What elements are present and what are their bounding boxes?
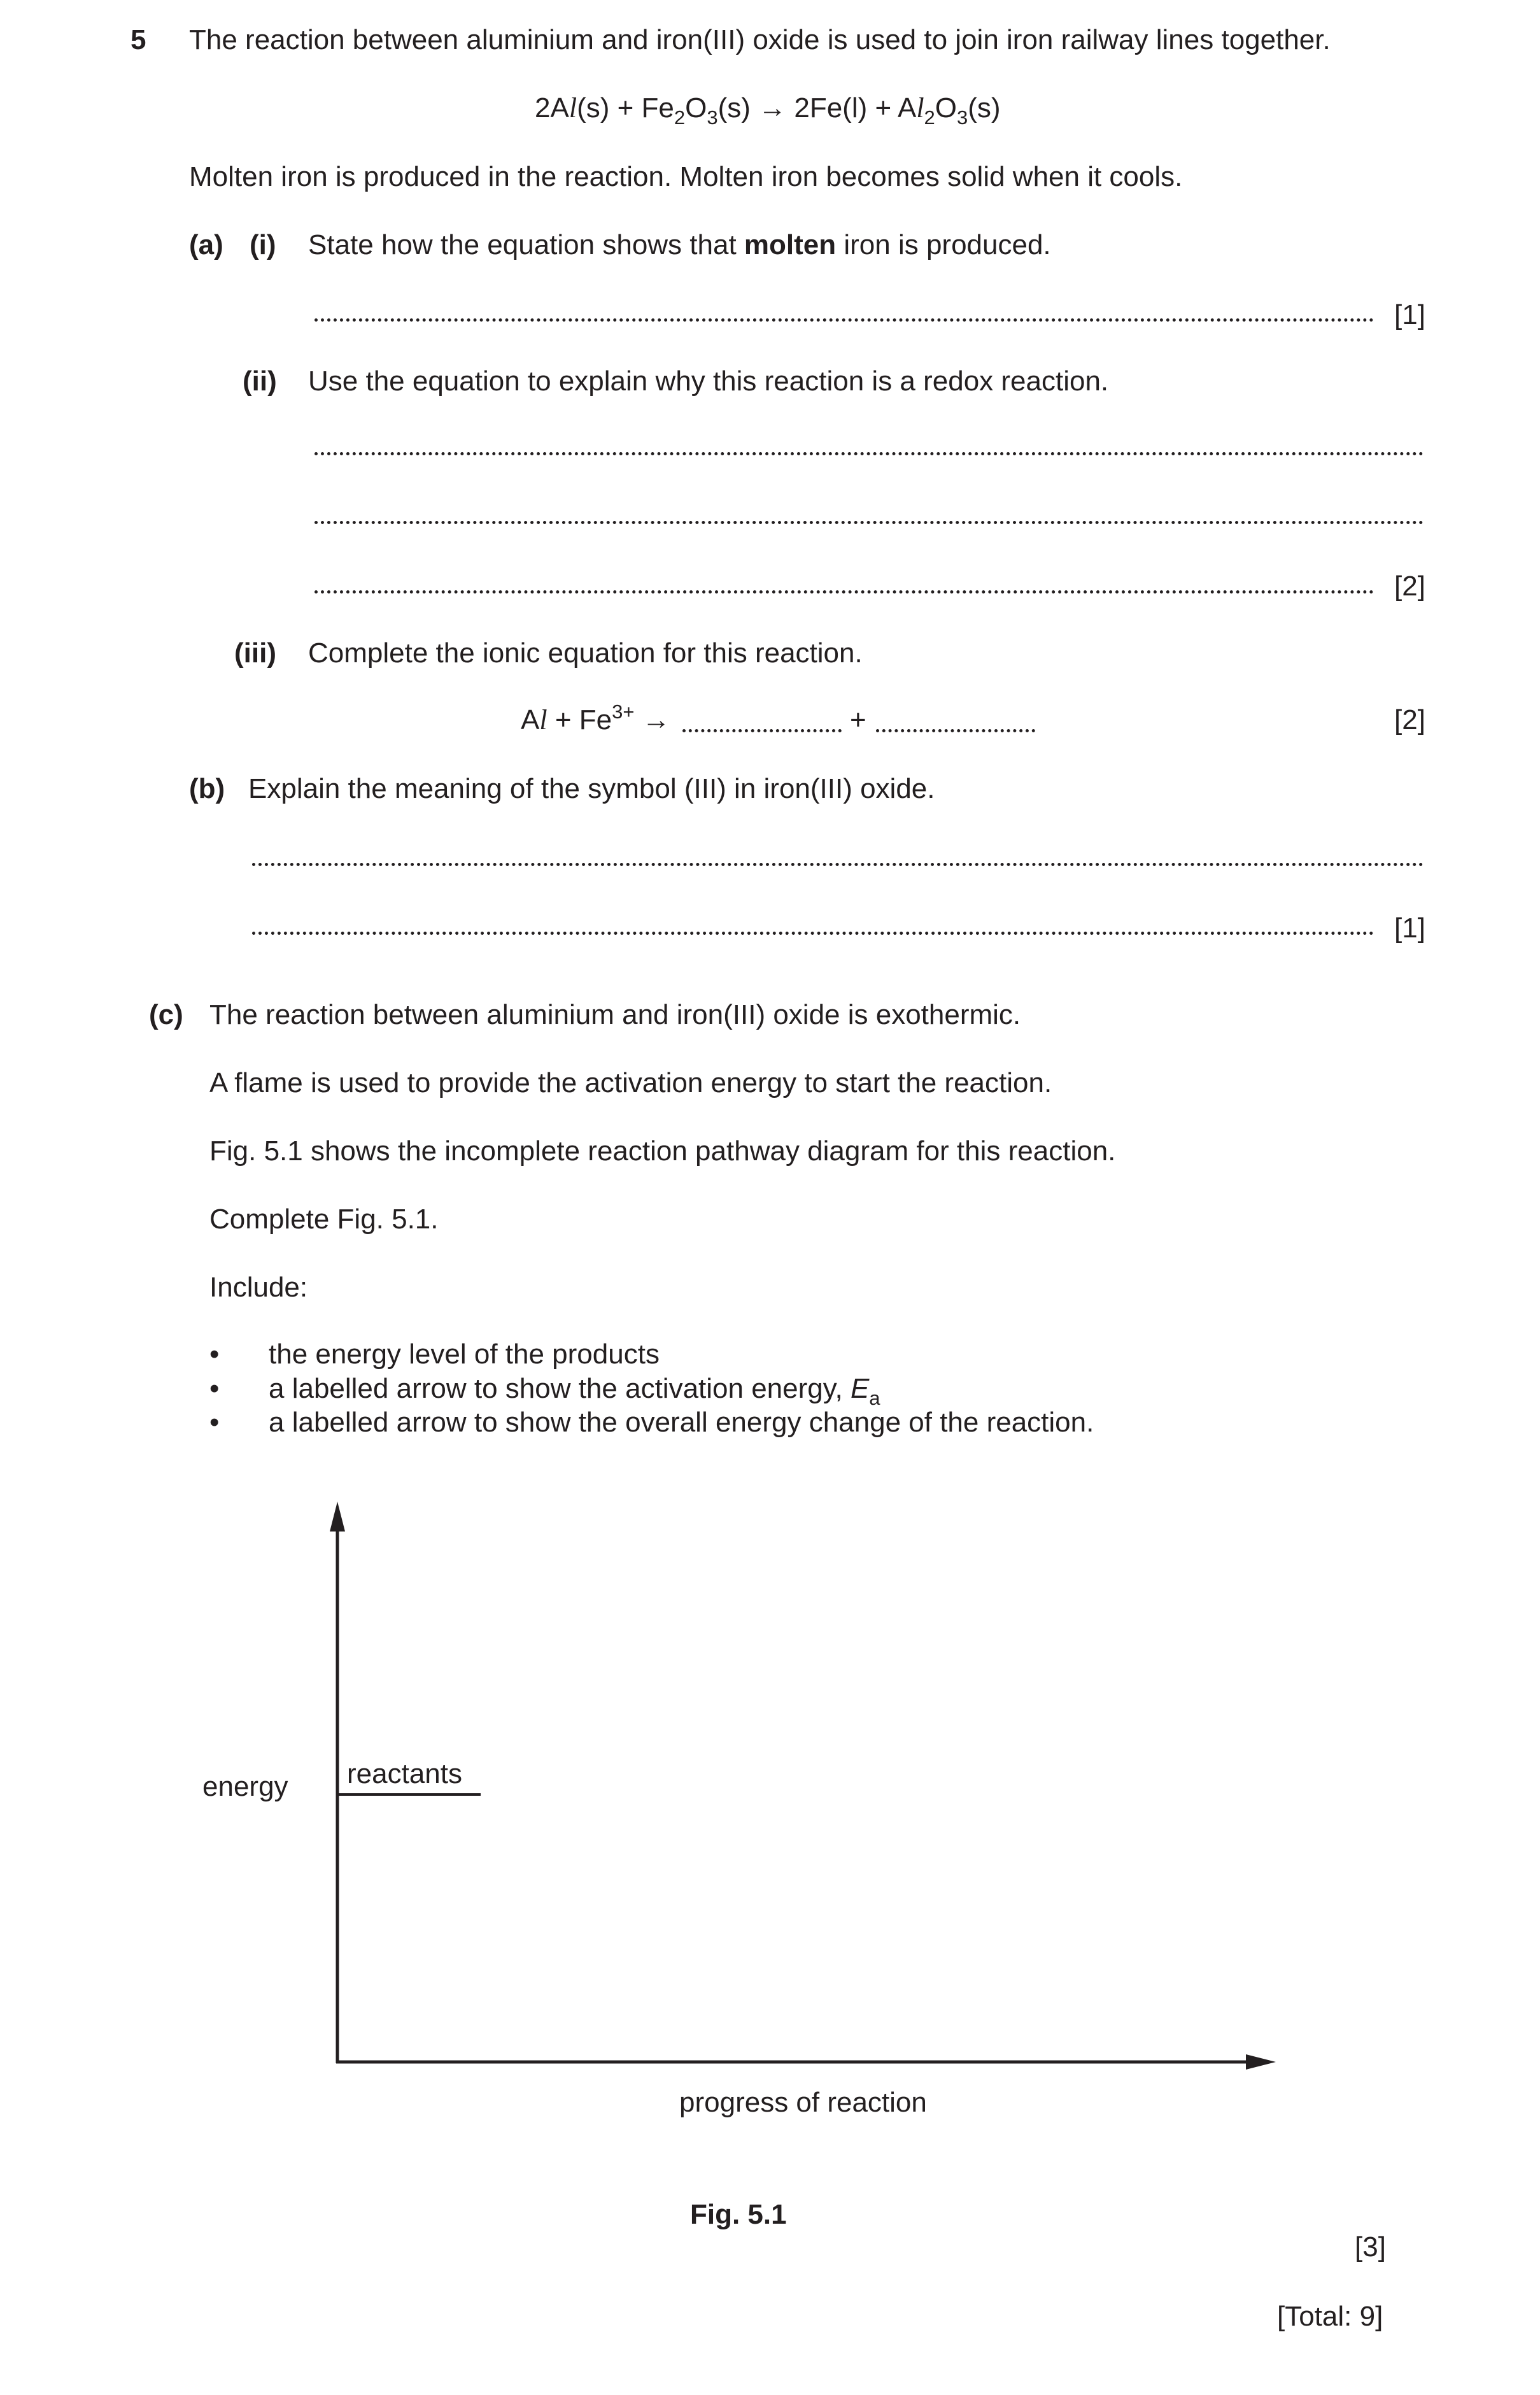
- part-c-label: (c): [149, 999, 183, 1030]
- part-a-iii-question: Complete the ionic equation for this reaction.: [308, 637, 863, 669]
- eq-subscript: 3: [957, 106, 968, 129]
- ionic-part: + Fe: [547, 704, 612, 736]
- part-a-ii-question: Use the equation to explain why this reaction is a redox reaction.: [308, 366, 1109, 397]
- x-axis-arrowhead: [1246, 2054, 1276, 2070]
- part-a-i-label: (i): [250, 229, 276, 260]
- eq-part: O: [935, 92, 957, 124]
- reactants-label: reactants: [347, 1758, 462, 1789]
- question-text-bold: molten: [744, 229, 837, 260]
- part-b-question: Explain the meaning of the symbol (III) in iron(III) oxide.: [248, 773, 935, 804]
- eq-part: O: [685, 92, 707, 124]
- ionic-italic-l: l: [539, 704, 547, 736]
- question-intro: The reaction between aluminium and iron(III) oxide is used to join iron railway lines together.: [189, 24, 1331, 55]
- bullet-marker: •: [209, 1407, 220, 1438]
- eq-part: (s) + Fe: [577, 92, 674, 124]
- ionic-superscript: 3+: [612, 700, 635, 723]
- part-c-line-2: A flame is used to provide the activation energy to start the reaction.: [209, 1067, 1052, 1098]
- part-c-line-5: Include:: [209, 1272, 308, 1303]
- part-c-line-3: Fig. 5.1 shows the incomplete reaction pathway diagram for this reaction.: [209, 1135, 1116, 1167]
- part-c-line-4: Complete Fig. 5.1.: [209, 1204, 439, 1235]
- bullet-item: a labelled arrow to show the overall energy change of the reaction.: [269, 1407, 1094, 1438]
- part-a-ii-label: (ii): [243, 366, 277, 397]
- marks-c: [3]: [1355, 2231, 1386, 2263]
- total-marks: [Total: 9]: [1277, 2301, 1383, 2332]
- marks-a-iii: [2]: [1394, 704, 1425, 736]
- x-axis-label: progress of reaction: [679, 2087, 927, 2118]
- ionic-part: A: [521, 704, 540, 736]
- ionic-plus: +: [850, 704, 866, 736]
- marks-a-i: [1]: [1394, 299, 1425, 330]
- bullet-marker: •: [209, 1339, 220, 1370]
- eq-subscript: 3: [707, 106, 718, 129]
- question-number: 5: [131, 24, 146, 55]
- eq-part: (s) → 2Fe(l) + A: [717, 92, 917, 124]
- eq-part: 2A: [535, 92, 569, 124]
- ea-symbol: E: [850, 1373, 870, 1404]
- part-b-label: (b): [189, 773, 225, 804]
- eq-subscript: 2: [924, 106, 935, 129]
- y-axis-arrowhead: [330, 1502, 345, 1532]
- marks-a-ii: [2]: [1394, 571, 1425, 602]
- bullet-text: a labelled arrow to show the activation energy,: [269, 1373, 851, 1404]
- ea-subscript: a: [869, 1387, 880, 1409]
- part-c-line-1: The reaction between aluminium and iron(III) oxide is exothermic.: [209, 999, 1021, 1030]
- question-text: iron is produced.: [836, 229, 1051, 260]
- figure-caption: Fig. 5.1: [690, 2199, 787, 2230]
- y-axis-label: energy: [202, 1771, 288, 1802]
- bullet-item: the energy level of the products: [269, 1339, 660, 1370]
- question-text: State how the equation shows that: [308, 229, 744, 260]
- marks-b: [1]: [1394, 913, 1425, 944]
- eq-subscript: 2: [674, 106, 686, 129]
- eq-italic-l: l: [916, 92, 924, 124]
- ionic-arrow: →: [634, 704, 670, 736]
- bullet-marker: •: [209, 1373, 220, 1404]
- molten-note: Molten iron is produced in the reaction. Molten iron becomes solid when it cools.: [189, 161, 1183, 192]
- part-a-label: (a): [189, 229, 223, 260]
- part-a-iii-label: (iii): [234, 637, 276, 669]
- eq-part: (s): [968, 92, 1001, 124]
- eq-italic-l: l: [569, 92, 577, 124]
